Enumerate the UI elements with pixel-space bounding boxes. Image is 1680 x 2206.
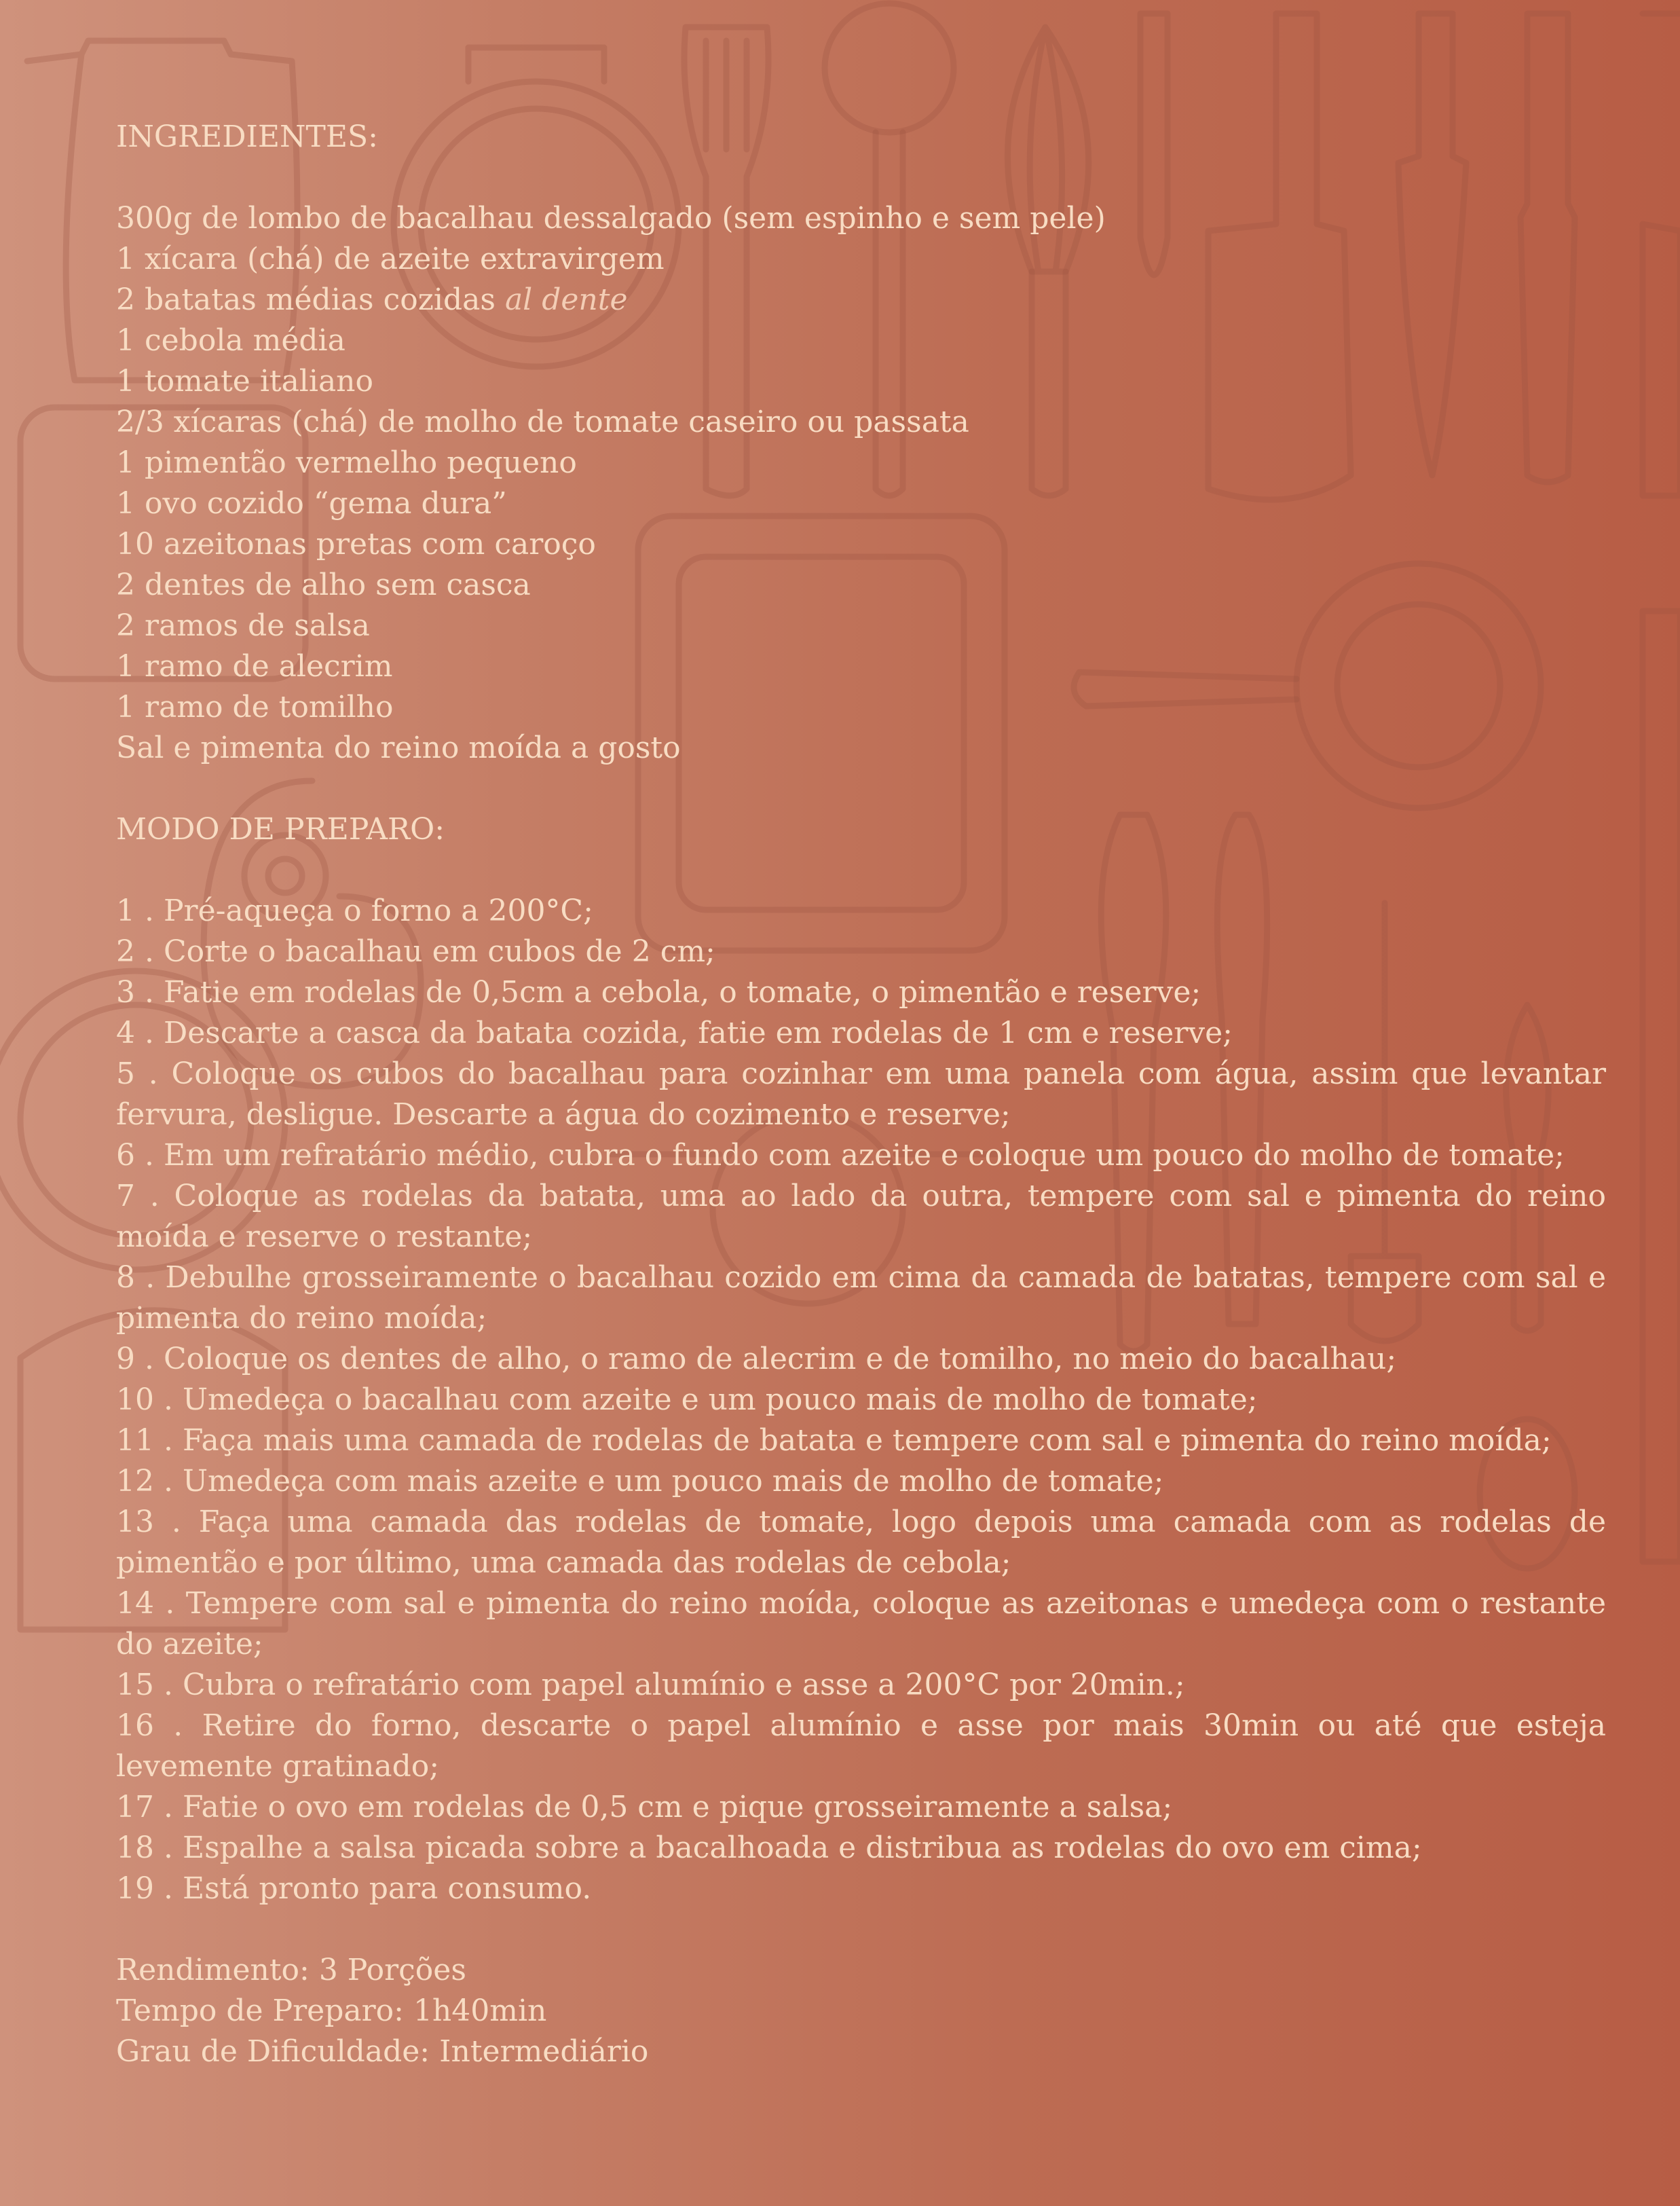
recipe-info (116, 1950, 1609, 2072)
ingredient-item: Sal e pimenta do reino moída a gosto (116, 731, 681, 765)
method-step: 14 . Tempere com sal e pimenta do reino moída, coloque as azeitonas e umedeça com o restante do azeite; (116, 1586, 1606, 1661)
ingredient-item: 1 ovo cozido “gema dura” (116, 486, 507, 521)
prep-time-info: Tempo de Preparo: 1h40min (116, 1993, 547, 2028)
ingredient-item: 1 tomate italiano (116, 364, 374, 399)
method-step: 9 . Coloque os dentes de alho, o ramo de alecrim e de tomilho, no meio do bacalhau; (116, 1342, 1397, 1376)
method-step: 12 . Umedeça com mais azeite e um pouco mais de molho de tomate; (116, 1464, 1164, 1499)
method-step: 15 . Cubra o refratário com papel alumínio e asse a 200°C por 20min.; (116, 1668, 1185, 1702)
ingredient-item: 2 dentes de alho sem casca (116, 568, 531, 602)
ingredient-italic-note: al dente (504, 282, 628, 317)
rolling-pin-icon (1643, 611, 1680, 1562)
method-step: 7 . Coloque as rodelas da batata, uma ao lado da outra, tempere com sal e pimenta do reino moída e reserve o restante; (116, 1179, 1606, 1254)
method-step: 2 . Corte o bacalhau em cubos de 2 cm; (116, 934, 715, 969)
recipe-page (116, 117, 1609, 2072)
method-step: 18 . Espalhe a salsa picada sobre a bacalhoada e distribua as rodelas do ovo em cima; (116, 1831, 1422, 1865)
ingredient-item: 1 xícara (chá) de azeite extravirgem (116, 242, 665, 276)
method-step: 19 . Está pronto para consumo. (116, 1871, 592, 1906)
method-step: 1 . Pré-aqueça o forno a 200°C; (116, 894, 593, 928)
ingredient-item (116, 280, 1609, 320)
difficulty-info: Grau de Dificuldade: Intermediário (116, 2034, 649, 2069)
method-step: 13 . Faça uma camada das rodelas de tomate, logo depois uma camada com as rodelas de pimentão e por último, uma camada das rodelas de cebola; (116, 1505, 1606, 1580)
ingredient-text: 2 batatas médias cozidas (116, 282, 496, 317)
method-step: 3 . Fatie em rodelas de 0,5cm a cebola, o tomate, o pimentão e reserve; (116, 975, 1201, 1010)
method-heading: MODO DE PREPARO: (116, 812, 445, 847)
ingredient-item: 1 pimentão vermelho pequeno (116, 445, 577, 480)
method-step: 11 . Faça mais uma camada de rodelas de batata e tempere com sal e pimenta do reino moída; (116, 1423, 1552, 1458)
ingredient-item: 2/3 xícaras (chá) de molho de tomate caseiro ou passata (116, 405, 969, 439)
ingredient-item: 2 ramos de salsa (116, 608, 370, 643)
ingredients-list (116, 198, 1609, 769)
method-step: 10 . Umedeça o bacalhau com azeite e um pouco mais de molho de tomate; (116, 1382, 1258, 1417)
ingredient-item: 1 ramo de tomilho (116, 690, 394, 724)
method-step: 17 . Fatie o ovo em rodelas de 0,5 cm e pique grosseiramente a salsa; (116, 1790, 1173, 1824)
method-steps-list (116, 891, 1609, 1909)
method-step: 16 . Retire do forno, descarte o papel alumínio e asse por mais 30min ou até que esteja levemente gratinado; (116, 1708, 1606, 1784)
method-step: 5 . Coloque os cubos do bacalhau para cozinhar em uma panela com água, assim que levantar fervura, desligue. Descarte a água do cozimento e reserve; (116, 1056, 1606, 1132)
ingredients-heading: INGREDIENTES: (116, 120, 378, 154)
method-step: 8 . Debulhe grosseiramente o bacalhau cozido em cima da camada de batatas, tempere com sal e pimenta do reino moída; (116, 1260, 1606, 1336)
method-step: 6 . Em um refratário médio, cubra o fundo com azeite e coloque um pouco do molho de tomate; (116, 1138, 1565, 1173)
yield-info: Rendimento: 3 Porções (116, 1953, 466, 1987)
ingredient-item: 1 ramo de alecrim (116, 649, 393, 684)
ingredient-item: 1 cebola média (116, 323, 346, 358)
ingredient-item: 300g de lombo de bacalhau dessalgado (sem espinho e sem pele) (116, 201, 1106, 236)
ladle-icon (825, 3, 954, 132)
method-step: 4 . Descarte a casca da batata cozida, fatie em rodelas de 1 cm e reserve; (116, 1016, 1233, 1050)
ingredient-item: 10 azeitonas pretas com caroço (116, 527, 596, 562)
